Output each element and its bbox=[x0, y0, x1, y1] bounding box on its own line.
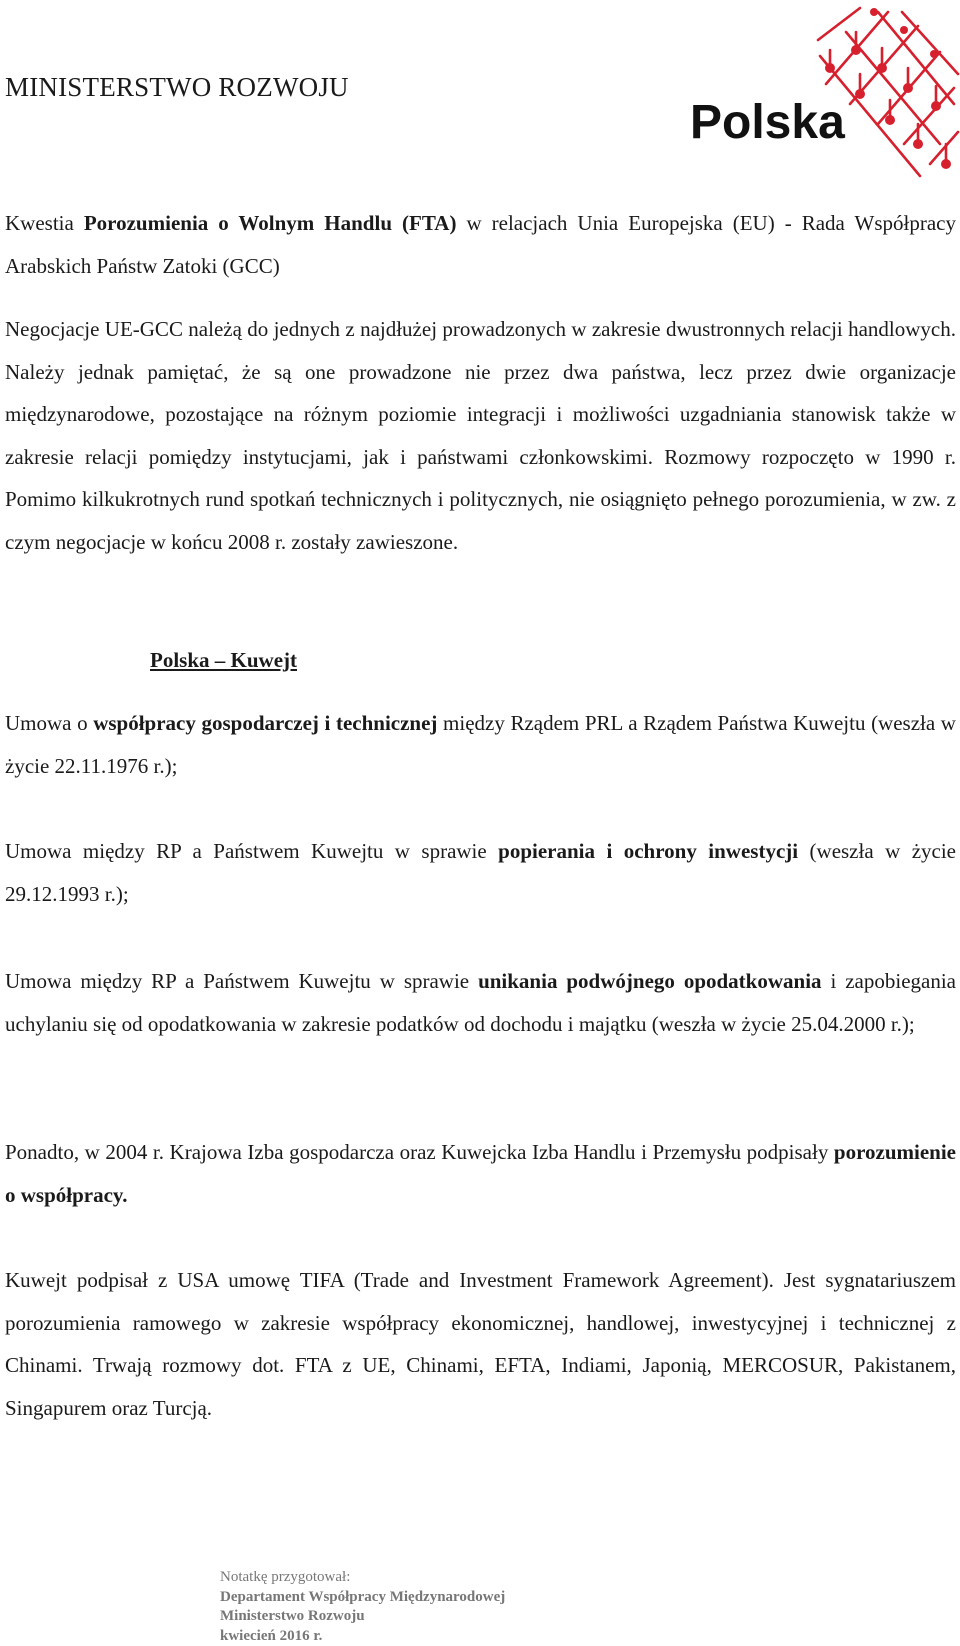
page-title: MINISTERSTWO ROZWOJU bbox=[5, 72, 349, 102]
footer-date: kwiecień 2016 r. bbox=[220, 1627, 323, 1644]
polska-logo bbox=[690, 4, 960, 182]
department-name: Departament Współpracy Międzynarodowej bbox=[220, 1588, 506, 1605]
closing-paragraph: Kuwejt podpisał z USA umowę TIFA (Trade and Investment Framework Agreement). Jest sygnatariuszem porozumienia ramowego w zakresie współpracy ekonomicznej, handlowej, inwestycyjnej i technicznej z Chinami. Trwają rozmowy dot. FTA z UE, Chinami, EFTA, Indiami, Japonią, MERCOSUR, Pakistanem, Singapurem oraz Turcją. bbox=[5, 1268, 956, 1420]
negotiations-paragraph: Negocjacje UE-GCC należą do jednych z najdłużej prowadzonych w zakresie dwustronnych relacji handlowych. Należy jednak pamiętać, że są one prowadzone nie przez dwa państwa, lecz przez dwie organizacje międzynarodowe, pozostające na różnym poziomie integracji i możliwości uzgadniania stanowisk także w zakresie relacji pomiędzy instytucjami, jak i państwami członkowskimi. Rozmowy rozpoczęto w 1990 r. Pomimo kilkukrotnych rund spotkań technicznych i politycznych, nie osiągnięto pełnego porozumienia, w zw. z czym negocjacje w końcu 2008 r. zostały zawieszone. bbox=[5, 317, 956, 554]
agreement-paragraph: Umowa o współpracy gospodarczej i technicznej między Rządem PRL a Rządem Państwa Kuwejtu (weszła w życie 22.11.1976 r.); bbox=[5, 711, 956, 778]
ministry-name: Ministerstwo Rozwoju bbox=[220, 1608, 365, 1624]
footer-note bbox=[220, 1568, 505, 1646]
logo-wordmark: Polska bbox=[690, 96, 845, 149]
agreement-paragraph: Umowa między RP a Państwem Kuwejtu w sprawie popierania i ochrony inwestycji (weszła w życie 29.12.1993 r.); bbox=[5, 839, 956, 906]
fta-topic-bold: Porozumienia o Wolnym Handlu (FTA) bbox=[83, 211, 457, 235]
agreement-paragraph: Ponadto, w 2004 r. Krajowa Izba gospodarcza oraz Kuwejcka Izba Handlu i Przemysłu podpisały porozumienie o współpracy. bbox=[5, 1140, 956, 1207]
section-heading: Polska – Kuwejt bbox=[150, 648, 297, 672]
agreement-paragraph: Umowa między RP a Państwem Kuwejtu w sprawie unikania podwójnego opodatkowania i zapobiegania uchylaniu się od opodatkowania w zakresie podatków od dochodu i majątku (weszła w życie 25.04.2000 r.); bbox=[5, 969, 956, 1036]
fta-topic-paragraph: Kwestia Porozumienia o Wolnym Handlu (FTA) w relacjach Unia Europejska (EU) - Rada Współpracy Arabskich Państw Zatoki (GCC) bbox=[5, 211, 956, 278]
prepared-by-label: Notatkę przygotował: bbox=[220, 1569, 351, 1585]
